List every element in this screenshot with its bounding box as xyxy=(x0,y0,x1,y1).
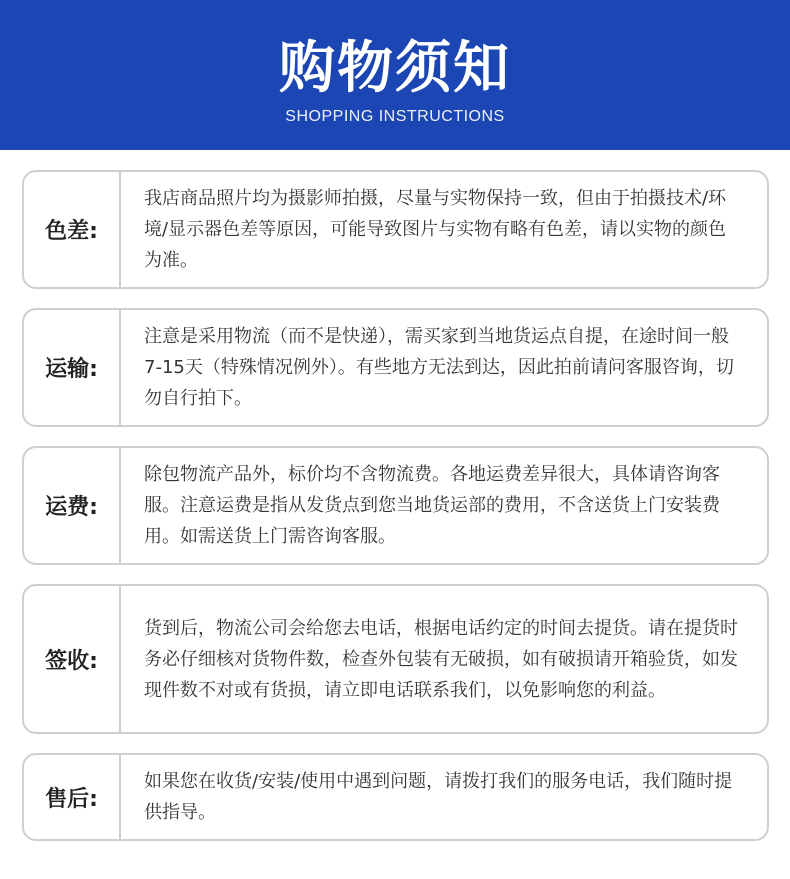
section-text: 我店商品照片均为摄影师拍摄，尽量与实物保持一致，但由于拍摄技术/环境/显示器色差等原因，可能导致图片与实物有略有色差，请以实物的颜色为准。 xyxy=(144,188,727,271)
page-subtitle: SHOPPING INSTRUCTIONS xyxy=(285,108,505,125)
section-label: 售后: xyxy=(24,755,121,839)
section-receipt xyxy=(22,584,769,734)
section-text: 如果您在收货/安装/使用中遇到问题，请拨打我们的服务电话，我们随时提供指导。 xyxy=(144,771,733,823)
section-label: 签收: xyxy=(24,586,121,732)
section-text: 除包物流产品外，标价均不含物流费。各地运费差异很大，具体请咨询客服。注意运费是指从发货点到您当地货运部的费用，不含送货上门安装费用。如需送货上门需咨询客服。 xyxy=(144,464,720,547)
section-label: 运费: xyxy=(24,448,121,563)
header-banner xyxy=(0,0,790,150)
section-text: 货到后，物流公司会给您去电话，根据电话约定的时间去提货。请在提货时务必仔细核对货物件数，检查外包装有无破损，如有破损请开箱验货，如发现件数不对或有货损，请立即电话联系我们，以免影响您的利益。 xyxy=(144,617,738,701)
section-shipping xyxy=(22,308,769,427)
section-label: 运输: xyxy=(24,310,121,425)
section-after-sales xyxy=(22,753,769,841)
page-title: 购物须知 xyxy=(279,36,511,101)
section-text: 注意是采用物流（而不是快递），需买家到当地货运点自提，在途时间一般7-15天（特殊情况例外）。有些地方无法到达，因此拍前请问客服咨询，切勿自行拍下。 xyxy=(144,326,734,409)
section-label: 色差: xyxy=(24,172,121,287)
section-color-difference xyxy=(22,170,769,289)
section-shipping-fee xyxy=(22,446,769,565)
